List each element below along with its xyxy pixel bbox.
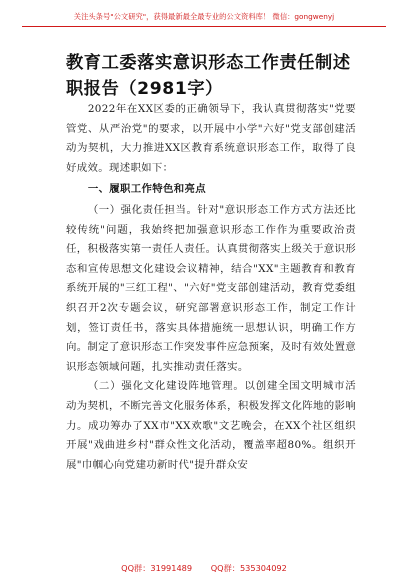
footer-qq-group-2: QQ群：535304092 <box>210 563 287 573</box>
document-body <box>66 100 356 475</box>
body-paragraph: （二）强化文化建设阵地管理。以创建全国文明城市活动为契机，不断完善文化服务体系，积极发挥文化阵地的影响力。成功筹办了XX市"XX欢歌"文艺晚会，在XX个社区组织开展"戏曲进乡村"群众性文化活动，覆盖率超80%。组织开展"巾帼心向党建功新时代"提升群众安 <box>66 380 356 471</box>
header-divider <box>22 26 386 27</box>
section-heading: 一、履职工作特色和亮点 <box>87 183 206 196</box>
header-banner: 关注头条号"公文研究"，获得最新最全最专业的公文资料库！ 微信：gongwenyj <box>73 12 335 21</box>
intro-paragraph: 2022年在XX区委的正确领导下，我认真贯彻落实"党要管党、从严治党"的要求，以开展中小学"六好"党支部创建活动为契机，大力推进XX区教育系统意识形态工作，取得了良好成效。现述职如下： <box>66 103 356 174</box>
body-paragraph: （一）强化责任担当。针对"意识形态工作方式方法还比较传统"问题，我始终把加强意识形态工作作为重要政治责任，积极落实第一责任人责任。认真贯彻落实上级关于意识形态和宣传思想文化建设会议精神，结合"XX"主题教育和教育系统开展的"三红工程"、"六好"党支部创建活动，教育党委组织召开2次专题会议，研究部署意识形态工作，制定工作计划，签订责任书，落实具体措施统一思想认识，明确工作方向。制定了意识形态工作突发事件应急预案，及时有效处置意识形态领域问题，扎实推动责任落实。 <box>66 203 356 373</box>
footer-qq-group: QQ群：31991489 <box>121 563 193 573</box>
footer <box>0 563 408 574</box>
document-title: 教育工委落实意识形态工作责任制述职报告（2981字） <box>66 53 351 99</box>
